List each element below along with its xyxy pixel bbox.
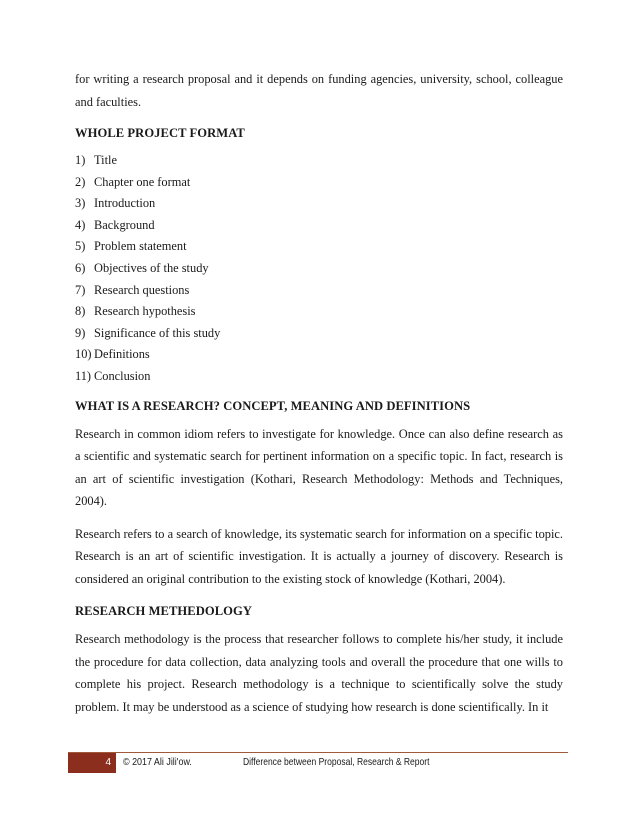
- list-item-number: 11): [75, 368, 92, 383]
- research-paragraph-1: Research in common idiom refers to investigate for knowledge. Once can also define research as a scientific and systematic search for pertinent information on a specific topic. In fact, research is an art of scientific investigation (Kothari, Research Methodology: Methods and Techniques, 2004).: [75, 426, 563, 509]
- heading-whole-project-format: WHOLE PROJECT FORMAT: [75, 126, 245, 140]
- page-content: [75, 68, 563, 728]
- list-item-label: Research questions: [94, 282, 190, 297]
- list-item: [75, 258, 563, 280]
- list-item-label: Definitions: [94, 347, 150, 362]
- list-item: [75, 301, 563, 323]
- project-format-list: [75, 150, 563, 388]
- list-item-label: Objectives of the study: [94, 260, 209, 275]
- list-item-number: 6): [75, 260, 86, 275]
- list-item-label: Introduction: [94, 196, 156, 211]
- heading-what-is-research: WHAT IS A RESEARCH? CONCEPT, MEANING AND DEFINITIONS: [75, 398, 471, 413]
- list-item: [75, 236, 563, 258]
- list-item-label: Title: [94, 153, 117, 167]
- list-item-number: 2): [75, 174, 86, 189]
- list-item-number: 7): [75, 282, 86, 297]
- list-item: [75, 193, 563, 215]
- page-number-box: [68, 753, 116, 773]
- list-item: [75, 215, 563, 237]
- heading-research-methodology: RESEARCH METHEDOLOGY: [75, 604, 252, 619]
- list-item-number: 8): [75, 304, 86, 319]
- list-item-label: Background: [94, 217, 155, 232]
- list-item-label: Research hypothesis: [94, 304, 196, 319]
- list-item-number: 4): [75, 217, 86, 232]
- page-number: 4: [105, 757, 111, 768]
- list-item-number: 5): [75, 239, 86, 254]
- list-item: [75, 280, 563, 302]
- list-item-number: 9): [75, 325, 86, 340]
- list-item-label: Significance of this study: [94, 325, 221, 340]
- list-item-number: 3): [75, 196, 86, 211]
- list-item-number: 1): [75, 153, 86, 167]
- list-item-label: Conclusion: [94, 368, 151, 383]
- page-footer: [68, 749, 568, 775]
- footer-rule: [68, 752, 568, 753]
- list-item-label: Problem statement: [94, 239, 187, 254]
- list-item: [75, 150, 563, 172]
- research-paragraph-2: Research refers to a search of knowledge, its systematic search for information on a specific topic. Research is an art of scientific investigation. It is actually a journey of discovery. Research is considered an original contribution to the existing stock of knowledge (Kothari, 2004).: [75, 526, 563, 586]
- methodology-paragraph-1: Research methodology is the process that researcher follows to complete his/her study, it include the procedure for data collection, data analyzing tools and overall the procedure that one wills to complete his project. Research methodology is a technique to scientifically solve the study problem. It may be understood as a science of studying how research is done scientifically. In it: [75, 632, 563, 714]
- list-item-label: Chapter one format: [94, 174, 191, 189]
- list-item: [75, 323, 563, 345]
- list-item: [75, 344, 563, 366]
- footer-document-title: Difference between Proposal, Research & Report: [243, 757, 430, 768]
- intro-paragraph: for writing a research proposal and it depends on funding agencies, university, school, colleague and faculties.: [75, 72, 563, 109]
- list-item-number: 10): [75, 347, 92, 362]
- list-item: [75, 172, 563, 194]
- list-item: [75, 366, 563, 388]
- footer-copyright: © 2017 Ali Jili'ow.: [123, 757, 192, 768]
